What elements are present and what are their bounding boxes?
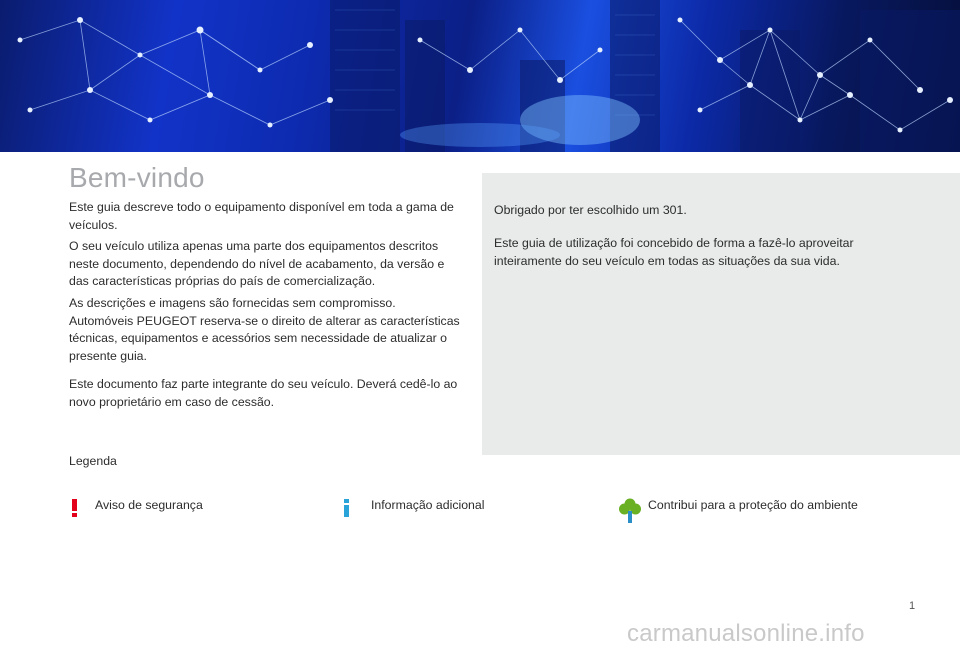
legend-label: Aviso de segurança — [95, 498, 203, 512]
intro-paragraph: Este documento faz parte integrante do seu veículo. Deverá cedê-lo ao novo proprietário em caso de cessão. — [69, 377, 458, 409]
tree-icon — [619, 498, 641, 524]
warning-icon — [68, 498, 82, 518]
page-title: Bem-vindo — [69, 162, 205, 193]
intro-paragraph: As descrições e imagens são fornecidas sem compromisso. Automóveis PEUGEOT reserva-se o direito de alterar as características técnicas, equipamentos e acessórios sem necessidade de atualizar o presente guia. — [69, 296, 460, 363]
aside-panel — [482, 173, 960, 455]
aside-paragraph: Obrigado por ter escolhido um 301. — [494, 203, 687, 217]
legend-item-warning — [68, 498, 203, 518]
info-icon — [340, 498, 354, 518]
legend-item-environment — [619, 498, 858, 524]
watermark-text: carmanualsonline.info — [627, 620, 865, 647]
legend-label: Contribui para a proteção do ambiente — [648, 498, 858, 512]
page-number: 1 — [909, 600, 916, 612]
legend-item-info — [340, 498, 484, 518]
intro-paragraph: Este guia descreve todo o equipamento disponível em toda a gama de veículos. — [69, 200, 454, 232]
intro-paragraph: O seu veículo utiliza apenas uma parte dos equipamentos descritos neste documento, dependendo do nível de acabamento, da versão e das características próprias do país de comercialização. — [69, 239, 445, 288]
network-city-image — [0, 0, 960, 152]
aside-paragraph: Este guia de utilização foi concebido de forma a fazê-lo aproveitar inteiramente do seu veículo em todas as situações da sua vida. — [494, 236, 854, 268]
header-banner-image — [0, 0, 960, 152]
legend-title: Legenda — [69, 454, 117, 468]
legend-label: Informação adicional — [371, 498, 485, 512]
